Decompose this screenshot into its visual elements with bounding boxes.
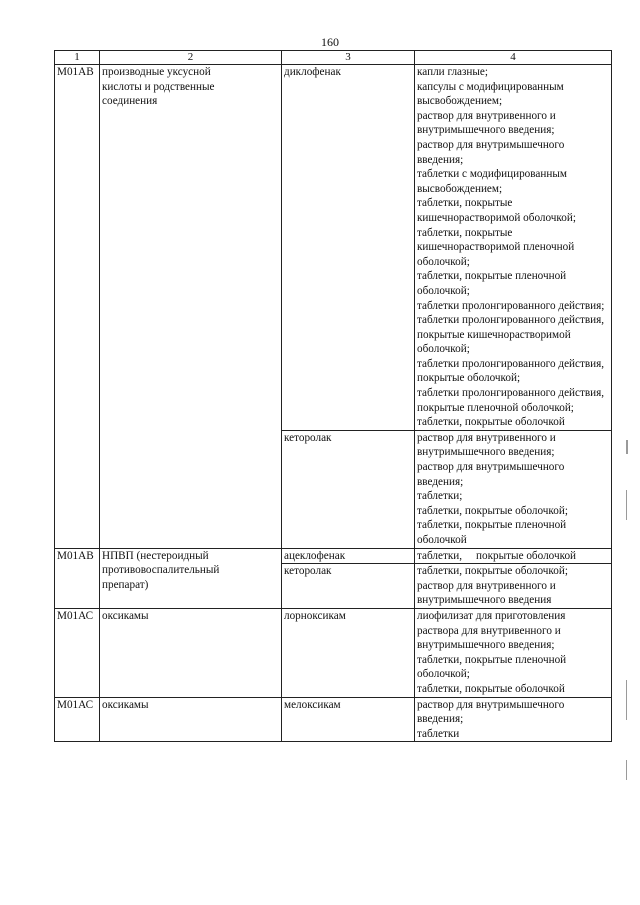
table-row [55, 697, 612, 742]
dosage-form: таблетки, покрытые оболочкой [417, 549, 577, 562]
dosage-form: раствор для внутримышечного введения; [417, 461, 565, 488]
dosage-form: раствор для внутривенного и внутримышечного введения; [417, 431, 556, 459]
group-name: оксикамы [100, 697, 282, 742]
group-name: оксикамы [100, 608, 282, 697]
atc-code: М01АВ [55, 65, 100, 549]
header-col-2: 2 [100, 51, 282, 65]
header-col-3: 3 [282, 51, 415, 65]
group-name: производные уксусной кислоты и родственные соединения [100, 65, 282, 549]
atc-code: М01АС [55, 697, 100, 742]
drug-name: кеторолак [282, 430, 415, 548]
drug-name: кеторолак [282, 564, 415, 609]
dosage-form: таблетки, покрытые оболочкой [417, 416, 565, 429]
drug-name: лорноксикам [282, 608, 415, 697]
dosage-form: раствор для внутримышечного введения; [417, 698, 565, 726]
dosage-forms [415, 608, 612, 697]
dosage-forms [415, 697, 612, 742]
table-row [55, 65, 612, 431]
dosage-form: раствор для внутривенного и внутримышечного введения [417, 579, 556, 607]
dosage-form: лиофилизат для приготовления раствора для внутривенного и внутримышечного введения; [417, 609, 566, 652]
dosage-form: таблетки пролонгированного действия, покрытые оболочкой; [417, 357, 605, 385]
table-row [55, 608, 612, 697]
group-name: НПВП (нестероидный противовоспалительный препарат) [100, 548, 282, 608]
dosage-forms [415, 564, 612, 609]
dosage-forms [415, 430, 612, 548]
atc-code: М01АС [55, 608, 100, 697]
dosage-form: таблетки; [417, 490, 463, 503]
drug-name: мелоксикам [282, 697, 415, 742]
drug-name: ацеклофенак [282, 548, 415, 564]
dosage-form: таблетки пролонгированного действия, покрытые пленочной оболочкой; [417, 387, 605, 414]
header-row [55, 51, 612, 65]
scan-artifact [626, 680, 627, 720]
dosage-form: таблетки, покрытые пленочной оболочкой; [417, 270, 567, 297]
dosage-form: раствор для внутривенного и внутримышечного введения; [417, 109, 556, 137]
scan-artifact [626, 440, 628, 454]
header-col-4: 4 [415, 51, 612, 65]
dosage-form: таблетки, покрытые оболочкой [417, 682, 565, 695]
dosage-form: таблетки с модифицированным высвобождением; [417, 168, 567, 195]
dosage-form: капли глазные; [417, 66, 489, 78]
dosage-form: таблетки [417, 727, 460, 740]
scan-artifact [626, 760, 627, 780]
drug-table [54, 50, 612, 742]
dosage-form: таблетки, покрытые кишечнорастворимой оболочкой; [417, 197, 576, 224]
page-number: 160 [321, 35, 339, 49]
dosage-form: таблетки пролонгированного действия, покрытые кишечнорастворимой оболочкой; [417, 314, 605, 356]
atc-code: М01АВ [55, 548, 100, 608]
dosage-form: таблетки, покрытые кишечнорастворимой пленочной оболочкой; [417, 226, 575, 268]
dosage-form: таблетки пролонгированного действия; [417, 299, 605, 312]
dosage-form: капсулы с модифицированным высвобождением; [417, 80, 564, 108]
dosage-form: раствор для внутримышечного введения; [417, 138, 565, 166]
table-row [55, 548, 612, 564]
dosage-forms [415, 548, 612, 564]
dosage-form: таблетки, покрытые оболочкой; [417, 565, 568, 578]
scan-artifact [626, 490, 627, 520]
dosage-form: таблетки, покрытые оболочкой; [417, 504, 568, 517]
header-col-1: 1 [55, 51, 100, 65]
dosage-form: таблетки, покрытые пленочной оболочкой; [417, 653, 567, 681]
drug-name: диклофенак [282, 65, 415, 431]
dosage-form: таблетки, покрытые пленочной оболочкой [417, 519, 567, 546]
dosage-forms [415, 65, 612, 431]
